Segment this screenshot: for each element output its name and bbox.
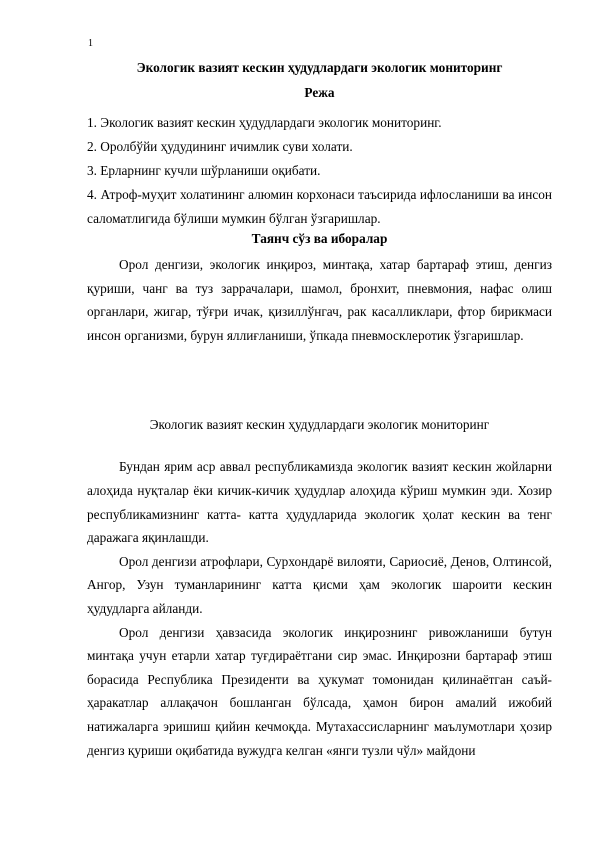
body-paragraph: Орол денгизи ҳавзасида экологик инқирознинг ривожланиши бутун минтақа учун етарли хатар туғдираётгани сир эмас. Инқирозни бартараф этиш борасида Республика Президенти ва ҳукумат томонидан қилинаётган саъй-ҳаракатлар аллақачон бошланган бўлсада, ҳамон бирон амалий ижобий натижаларга эришиш қийин кечмоқда. Мутахассисларнинг маълумотлари ҳозир денгиз қуриши оқибатида вужудга келган «янги тузли чўл» майдони <box>87 624 552 758</box>
document-content <box>87 60 552 762</box>
plan-heading: Режа <box>304 85 335 100</box>
plan-item: 1. Экологик вазият кескин ҳудудлардаги экологик мониторинг. <box>87 115 442 130</box>
body-paragraph: Орол денгизи атрофлари, Сурхондарё вилояти, Сариосиё, Денов, Олтинсой, Ангор, Узун туманларининг катта қисми ҳам экологик шароити кескин ҳудудларга айланди. <box>87 553 552 616</box>
plan-list <box>87 111 552 231</box>
section-title: Экологик вазият кескин ҳудудлардаги экологик мониторинг <box>149 417 490 433</box>
plan-item: 3. Ерларнинг кучли шўрланиши оқибати. <box>87 163 321 178</box>
keywords-heading: Таянч сўз ва иборалар <box>251 231 388 246</box>
document-title: Экологик вазият кескин ҳудудлардаги экологик мониторинг <box>136 60 503 75</box>
keywords-text: Орол денгизи, экологик инқироз, минтақа, хатар бартараф этиш, денгиз қуриши, чанг ва туз заррачалари, шамол, бронхит, пневмония, нафас олиш органлари, жигар, тўғри ичак, қизиллўнгач, рак касалликлари, фтор бирикмаси инсон организми, бурун яллиғланиши, ўпкада пневмосклеротик ўзгаришлар. <box>87 257 552 343</box>
plan-item: 2. Оролбўйи ҳудудининг ичимлик суви холати. <box>87 139 353 154</box>
body-paragraph: Бундан ярим аср аввал республикамизда экологик вазият кескин жойларни алоҳида нуқталар ёки кичик-кичик ҳудудлар алоҳида кўриш мумкин эди. Хозир республикамизнинг катта- катта ҳудудларида экологик ҳолат кескин ва тенг даражага яқинлашди. <box>87 459 552 546</box>
page-number: 1 <box>88 38 93 49</box>
plan-item: 4. Атроф-муҳит холатининг алюмин корхонаси таъсирида ифлосланиши ва инсон саломатлигида бўлиши мумкин бўлган ўзгаришлар. <box>87 187 552 226</box>
